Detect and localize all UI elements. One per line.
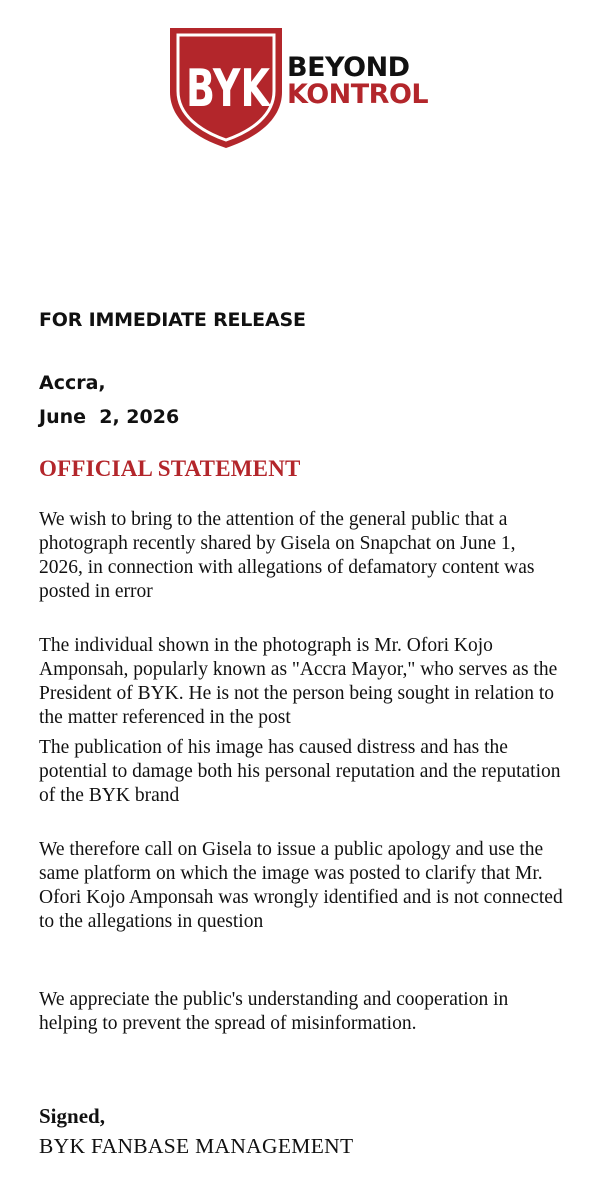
signed-label: Signed, xyxy=(39,1104,105,1128)
statement-paragraph: The publication of his image has caused distress and has the potential to damage both his personal reputation and the reputation of the BYK brand xyxy=(39,737,561,806)
statement-paragraph: We wish to bring to the attention of the general public that a photograph recently shared by Gisela on Snapchat on June 1, 2026, in connection with allegations of defamatory content was posted in error xyxy=(39,509,535,602)
logo-monogram: BYK xyxy=(186,59,272,119)
statement-paragraph: The individual shown in the photograph is Mr. Ofori Kojo Amponsah, popularly known as "Accra Mayor," who serves as the President of BYK. He is not the person being sought in relation to the matter referenced in the post xyxy=(39,635,558,728)
wordmark-line-2: KONTROL xyxy=(287,79,429,110)
statement-paragraph: We appreciate the public's understanding and cooperation in helping to prevent the spread of misinformation. xyxy=(39,989,509,1034)
statement-title: OFFICIAL STATEMENT xyxy=(39,456,301,481)
byk-logo xyxy=(166,20,446,150)
signer-name: BYK FANBASE MANAGEMENT xyxy=(39,1134,354,1158)
release-place: Accra, xyxy=(39,372,106,394)
release-date: June 2, 2026 xyxy=(39,406,180,428)
shield-logo-icon xyxy=(166,20,286,150)
release-label: FOR IMMEDIATE RELEASE xyxy=(39,309,306,331)
logo-wordmark xyxy=(287,54,428,108)
wordmark-line-1: BEYOND xyxy=(287,52,410,83)
statement-paragraph: We therefore call on Gisela to issue a public apology and use the same platform on which the image was posted to clarify that Mr. Ofori Kojo Amponsah was wrongly identified and is not connected to the allegations in question xyxy=(39,839,563,932)
